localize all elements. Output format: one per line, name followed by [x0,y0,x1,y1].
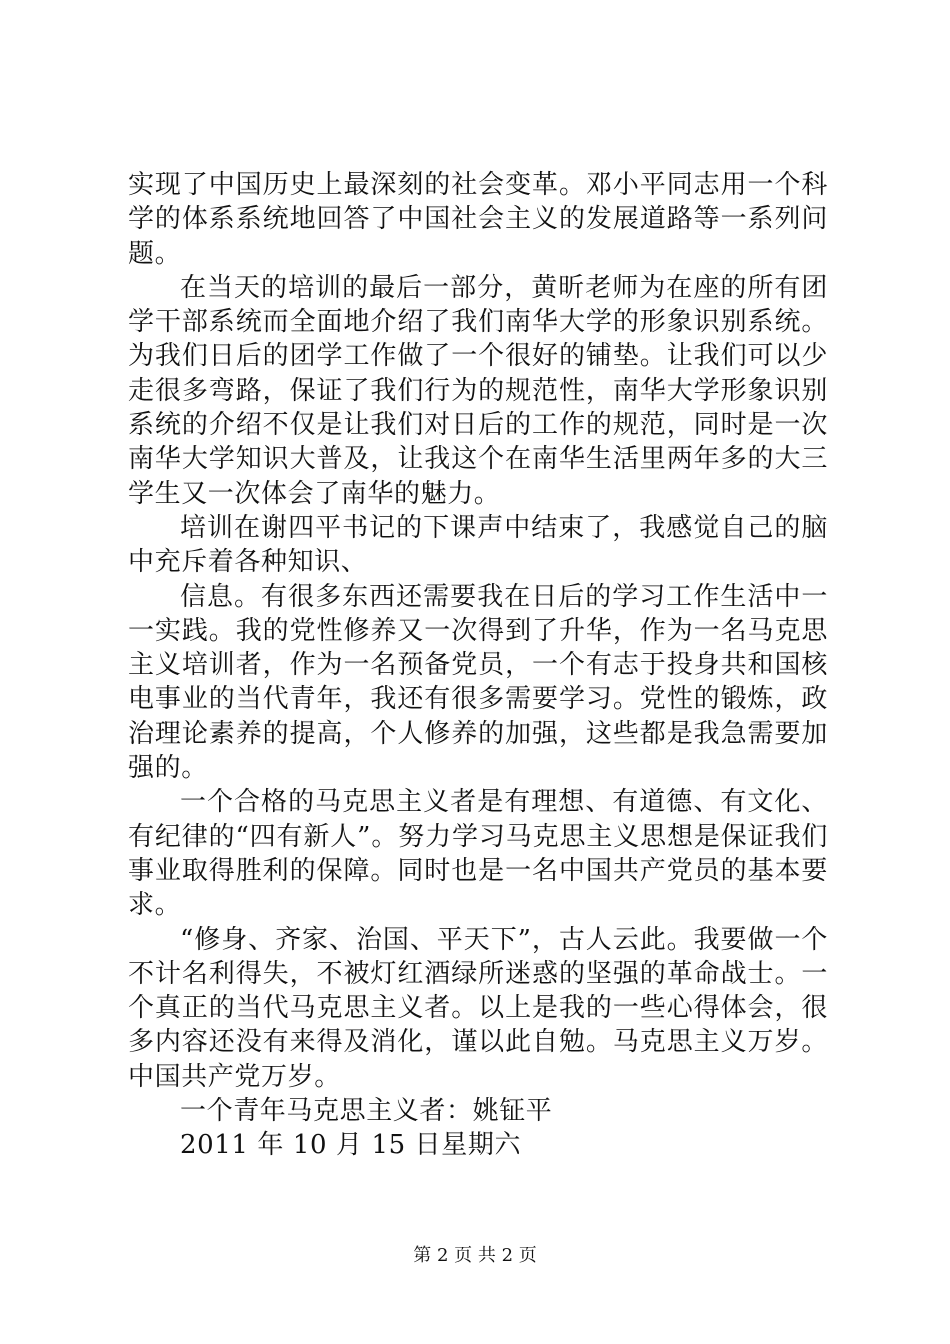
document-date: 2011 年 10 月 15 日星期六 [180,1130,522,1161]
paragraph-reflection: 信息。有很多东西还需要我在日后的学习工作生活中一一实践。我的党性修养又一次得到了升华，作为一名马克思主义培训者，作为一名预备党员，一个有志于投身共和国核电事业的当代青年，我还有很多需要学习。党性的锻炼，政治理论素养的提高，个人修养的加强，这些都是我急需要加强的。 [128,581,828,784]
document-body [128,168,828,1163]
paragraph-training-end: 培训在谢四平书记的下课声中结束了，我感觉自己的脑中充斥着各种知识、 [128,512,828,578]
paragraph-marxist-qualities: 一个合格的马克思主义者是有理想、有道德、有文化、有纪律的“四有新人”。努力学习马克思主义思想是保证我们事业取得胜利的保障。同时也是一名中国共产党员的基本要求。 [128,787,828,921]
paragraph-training-summary: 在当天的培训的最后一部分，黄昕老师为在座的所有团学干部系统而全面地介绍了我们南华大学的形象识别系统。为我们日后的团学工作做了一个很好的铺垫。让我们可以少走很多弯路，保证了我们行为的规范性，南华大学形象识别系统的介绍不仅是让我们对日后的工作的规范，同时是一次南华大学知识大普及，让我这个在南华生活里两年多的大三学生又一次体会了南华的魅力。 [128,272,828,509]
paragraph-closing: “修身、齐家、治国、平天下”，古人云此。我要做一个不计名利得失，不被灯红酒绿所迷惑的坚强的革命战士。一个真正的当代马克思主义者。以上是我的一些心得体会，很多内容还没有来得及消化，谨以此自勉。马克思主义万岁。中国共产党万岁。 [128,924,828,1092]
paragraph-continuation: 实现了中国历史上最深刻的社会变革。邓小平同志用一个科学的体系系统地回答了中国社会主义的发展道路等一系列问题。 [128,170,828,269]
page-number-footer: 第 2 页 共 2 页 [413,1245,537,1266]
author-signature: 一个青年马克思主义者：姚钲平 [180,1096,553,1127]
